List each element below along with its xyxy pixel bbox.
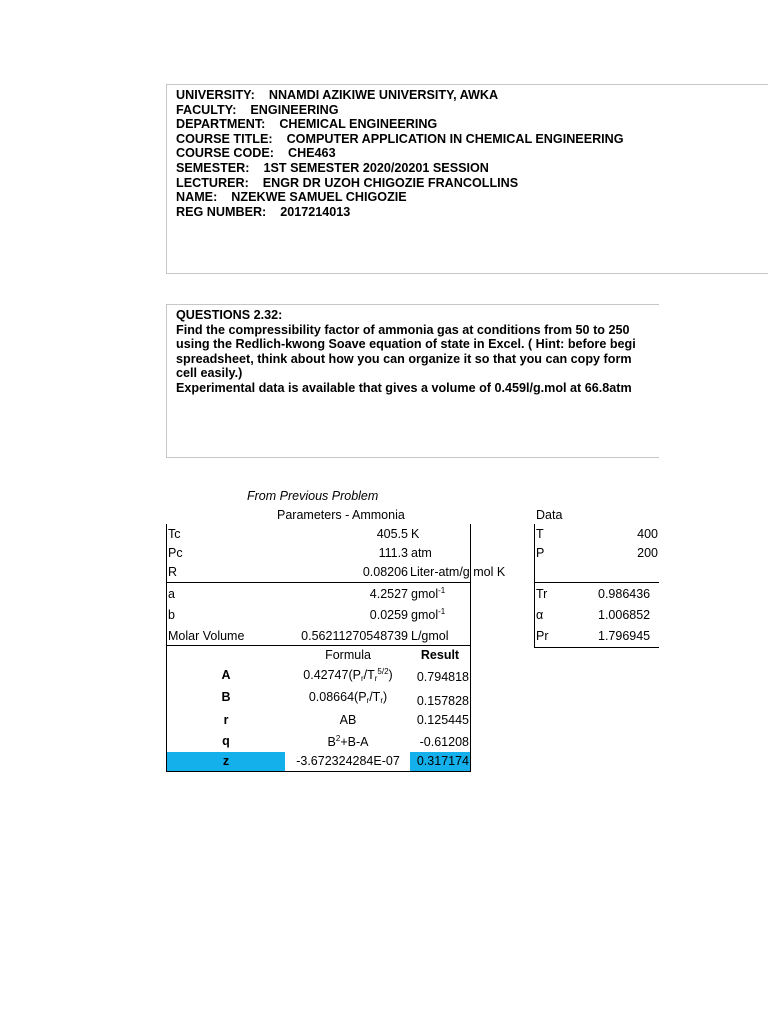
params-title: Parameters - Ammonia <box>277 508 405 522</box>
header-info <box>176 88 624 219</box>
row-divider <box>166 582 471 583</box>
calc-formula-A: $0.42747(P_r/T_r^{5/2})$ <box>303 667 393 683</box>
result-header: Result <box>420 648 460 662</box>
header-line-faculty: FACULTY: ENGINEERING <box>176 102 339 117</box>
calc-label-B: B <box>221 690 231 704</box>
header-line-department: DEPARTMENT: CHEMICAL ENGINEERING <box>176 117 438 132</box>
data-name-pr: Pr <box>536 629 549 643</box>
param-name-molar-volume: Molar Volume <box>168 629 245 643</box>
data-value-tr: 0.986436 <box>598 587 651 601</box>
param-value-pc: 111.3 <box>378 546 408 560</box>
data-name-t: T <box>536 527 544 541</box>
param-value-b: 0.0259 <box>369 608 408 622</box>
header-line-course-code: COURSE CODE: CHE463 <box>176 146 336 161</box>
data-name-p: P <box>536 546 545 560</box>
header-line-university: UNIVERSITY: NNAMDI AZIKIWE UNIVERSITY, AWKA <box>176 88 499 102</box>
calc-label-A: A <box>221 668 231 682</box>
header-line-reg-number: REG NUMBER: 2017214013 <box>176 204 351 219</box>
param-unit-pc: atm <box>411 546 432 560</box>
question-line: Experimental data is available that gives a volume of 0.459l/g.mol at 66.8atm <box>176 380 632 395</box>
sheet-caption: From Previous Problem <box>247 489 379 503</box>
header-line-name: NAME: NZEKWE SAMUEL CHIGOZIE <box>176 190 407 205</box>
data-row-divider <box>534 647 659 648</box>
calc-label-q: q <box>222 734 230 748</box>
param-unit-tc: K <box>411 527 420 541</box>
question-line: Find the compressibility factor of ammonia gas at conditions from 50 to 250 <box>176 322 630 337</box>
param-name-a: a <box>168 587 175 601</box>
right-table-border <box>470 524 471 772</box>
param-name-tc: Tc <box>168 527 181 541</box>
param-name-r: R <box>168 565 178 579</box>
calc-result-B: 0.157828 <box>416 694 469 708</box>
calc-formula-r: AB <box>339 713 357 727</box>
param-unit-a: gmol$^{-1}$ <box>411 586 446 601</box>
data-value-t: 400 <box>637 527 658 541</box>
calc-formula-B: $0.08664(P_r/T_r)$ <box>308 690 388 705</box>
data-name-alpha: α <box>536 608 544 622</box>
param-value-r: 0.08206 <box>362 565 408 579</box>
data-table-border <box>534 524 535 648</box>
param-value-tc: 405.5 <box>376 527 408 541</box>
data-row-divider <box>534 582 659 583</box>
question-line: spreadsheet, think about how you can organize it so that you can copy form <box>176 351 632 366</box>
param-name-pc: Pc <box>168 546 183 560</box>
question-line: cell easily.) <box>176 366 243 381</box>
calc-result-A: 0.794818 <box>416 670 469 684</box>
calc-result-q: -0.61208 <box>419 735 469 749</box>
param-value-a: 4.2527 <box>369 587 408 601</box>
calc-result-r: 0.125445 <box>416 713 469 727</box>
calc-label-r: r <box>223 713 229 727</box>
header-line-semester: SEMESTER: 1ST SEMESTER 2020/20201 SESSION <box>176 160 489 175</box>
data-value-alpha: 1.006852 <box>598 608 651 622</box>
param-unit-b: gmol$^{-1}$ <box>411 607 446 622</box>
param-value-molar-volume: 0.56211270548739 <box>301 629 408 643</box>
data-name-tr: Tr <box>536 587 548 601</box>
data-value-pr: 1.796945 <box>598 629 651 643</box>
calc-result-z: 0.317174 <box>416 754 469 768</box>
question-line: using the Redlich-kwong Soave equation of state in Excel. ( Hint: before begi <box>176 337 636 352</box>
data-value-p: 200 <box>637 546 658 560</box>
question-text <box>176 308 660 396</box>
param-unit-molar-volume: L/gmol <box>411 629 449 643</box>
calc-formula-q: $B^2+B-A$ <box>327 734 369 749</box>
page-edge-mask <box>659 300 768 660</box>
header-line-lecturer: LECTURER: ENGR DR UZOH CHIGOZIE FRANCOLLINS <box>176 175 519 190</box>
calc-label-z: z <box>222 754 230 768</box>
data-title: Data <box>536 508 563 522</box>
row-divider <box>166 771 471 772</box>
param-name-b: b <box>168 608 175 622</box>
question-title: QUESTIONS 2.32: <box>176 308 283 322</box>
param-unit-r: Liter-atm/g mol K <box>410 565 506 579</box>
row-divider <box>166 645 471 646</box>
header-line-course-title: COURSE TITLE: COMPUTER APPLICATION IN CHEMICAL ENGINEERING <box>176 131 624 146</box>
formula-header: Formula <box>325 648 371 662</box>
calc-formula-z: -3.672324284E-07 <box>296 754 400 768</box>
